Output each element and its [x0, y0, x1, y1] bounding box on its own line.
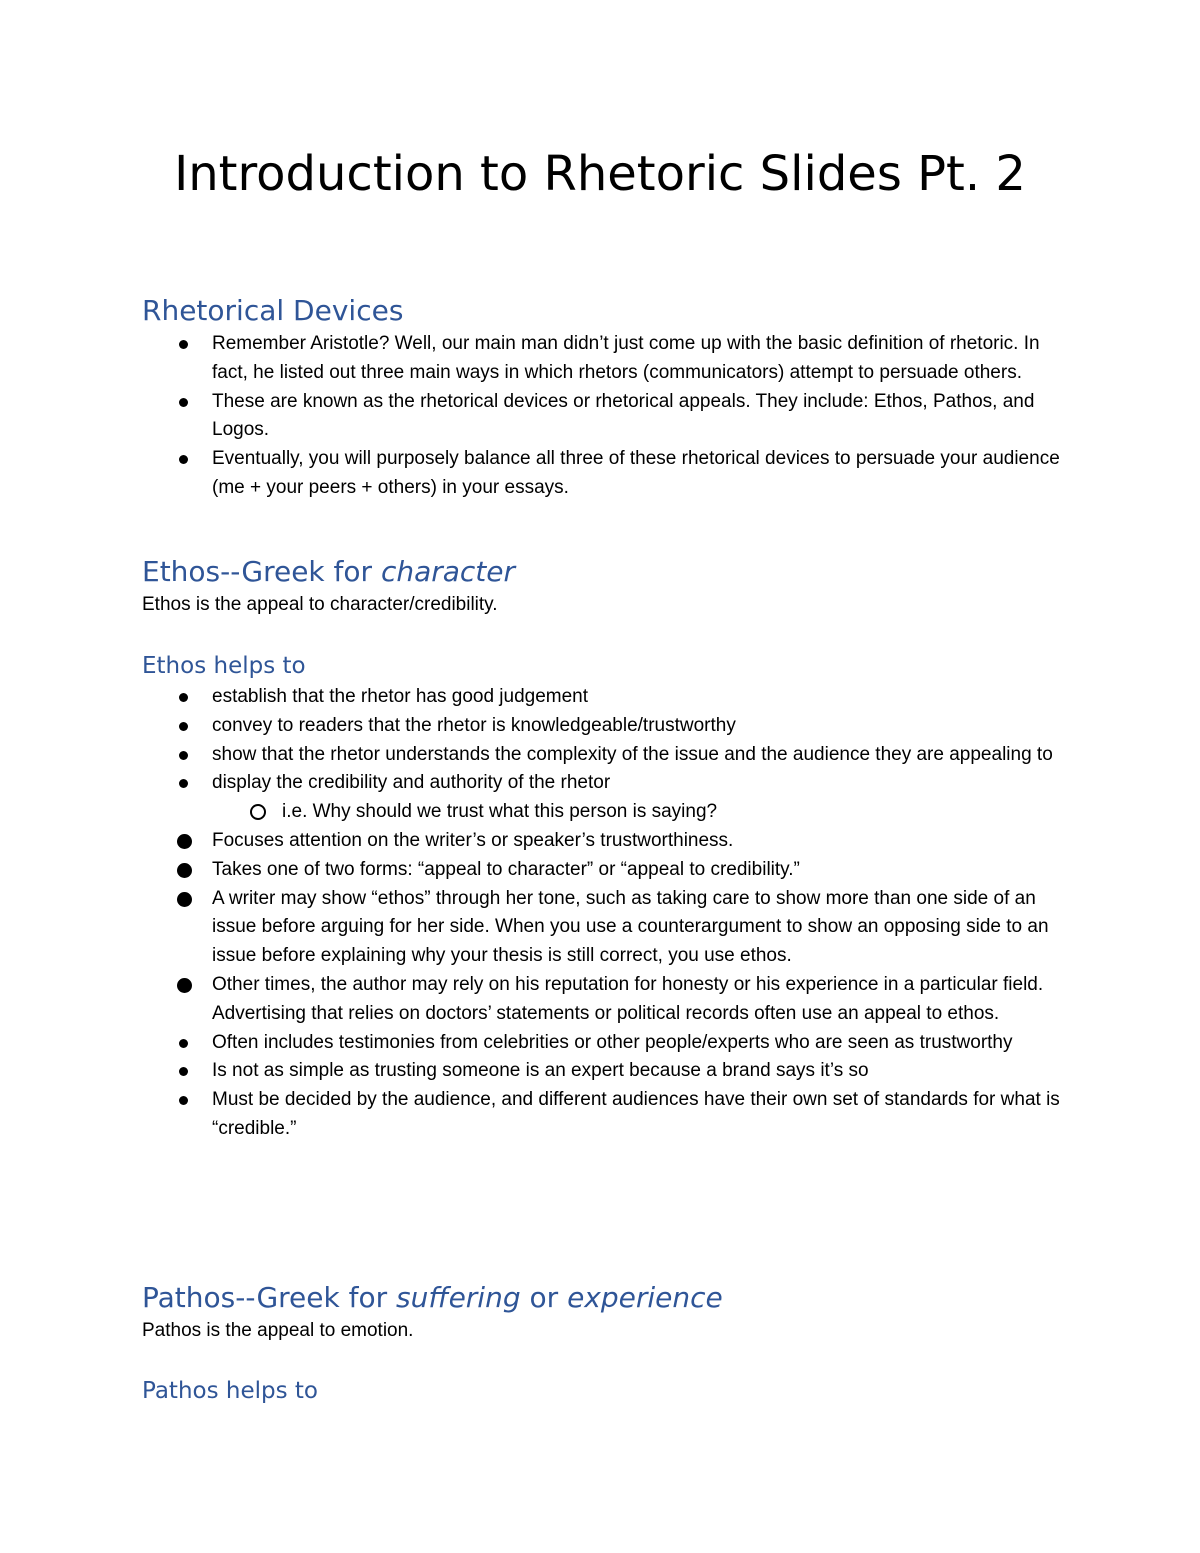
pathos-definition: Pathos is the appeal to emotion. [142, 1320, 414, 1341]
heading-ethos: Ethos--Greek for character [142, 555, 516, 588]
list-item: show that the rhetor understands the complexity of the issue and the audience they are appealing to [142, 741, 1072, 770]
list-item: These are known as the rhetorical devices or rhetorical appeals. They include: Ethos, Pathos, and Logos. [142, 388, 1072, 446]
list-item: convey to readers that the rhetor is knowledgeable/trustworthy [142, 712, 1072, 741]
bullet-icon [177, 834, 192, 849]
ethos-definition: Ethos is the appeal to character/credibility. [142, 594, 498, 615]
ethos-list [142, 683, 1072, 1144]
bullet-icon [179, 398, 188, 407]
bullet-icon [179, 779, 188, 788]
bullet-icon [177, 892, 192, 907]
bullet-icon [179, 751, 188, 760]
page-title: Introduction to Rhetoric Slides Pt. 2 [174, 146, 1026, 202]
bullet-icon [179, 1067, 188, 1076]
list-item: Takes one of two forms: “appeal to character” or “appeal to credibility.” [142, 856, 1072, 885]
list-item: A writer may show “ethos” through her tone, such as taking care to show more than one side of an issue before arguing for her side. When you use a counterargument to show an opposing side to an issue before explaining why your thesis is still correct, you use ethos. [142, 885, 1072, 971]
heading-pathos-helps: Pathos helps to [142, 1378, 318, 1404]
bullet-icon [179, 693, 188, 702]
bullet-icon [179, 1096, 188, 1105]
list-item: Other times, the author may rely on his reputation for honesty or his experience in a particular field. Advertising that relies on doctors’ statements or political records often use an appeal to ethos. [142, 971, 1072, 1029]
list-item: establish that the rhetor has good judgement [142, 683, 1072, 712]
bullet-icon [179, 340, 188, 349]
list-item: display the credibility and authority of the rhetor [142, 769, 1072, 798]
list-item: Remember Aristotle? Well, our main man didn’t just come up with the basic definition of rhetoric. In fact, he listed out three main ways in which rhetors (communicators) attempt to persuade others. [142, 330, 1072, 388]
hollow-bullet-icon [250, 804, 266, 820]
list-item: Eventually, you will purposely balance all three of these rhetorical devices to persuade your audience (me + your peers + others) in your essays. [142, 445, 1072, 503]
list-item: Is not as simple as trusting someone is an expert because a brand says it’s so [142, 1057, 1072, 1086]
bullet-icon [179, 722, 188, 731]
list-item: Often includes testimonies from celebrities or other people/experts who are seen as trustworthy [142, 1029, 1072, 1058]
heading-pathos: Pathos--Greek for suffering or experience [142, 1281, 723, 1314]
bullet-icon [177, 863, 192, 878]
list-item: i.e. Why should we trust what this person is saying? [142, 798, 1072, 827]
bullet-icon [177, 978, 192, 993]
rhetorical-devices-list [142, 330, 1072, 503]
list-item: Focuses attention on the writer’s or speaker’s trustworthiness. [142, 827, 1072, 856]
bullet-icon [179, 1039, 188, 1048]
heading-ethos-helps: Ethos helps to [142, 653, 306, 679]
bullet-icon [179, 455, 188, 464]
list-item: Must be decided by the audience, and different audiences have their own set of standards for what is “credible.” [142, 1086, 1072, 1144]
heading-rhetorical-devices: Rhetorical Devices [142, 294, 404, 327]
